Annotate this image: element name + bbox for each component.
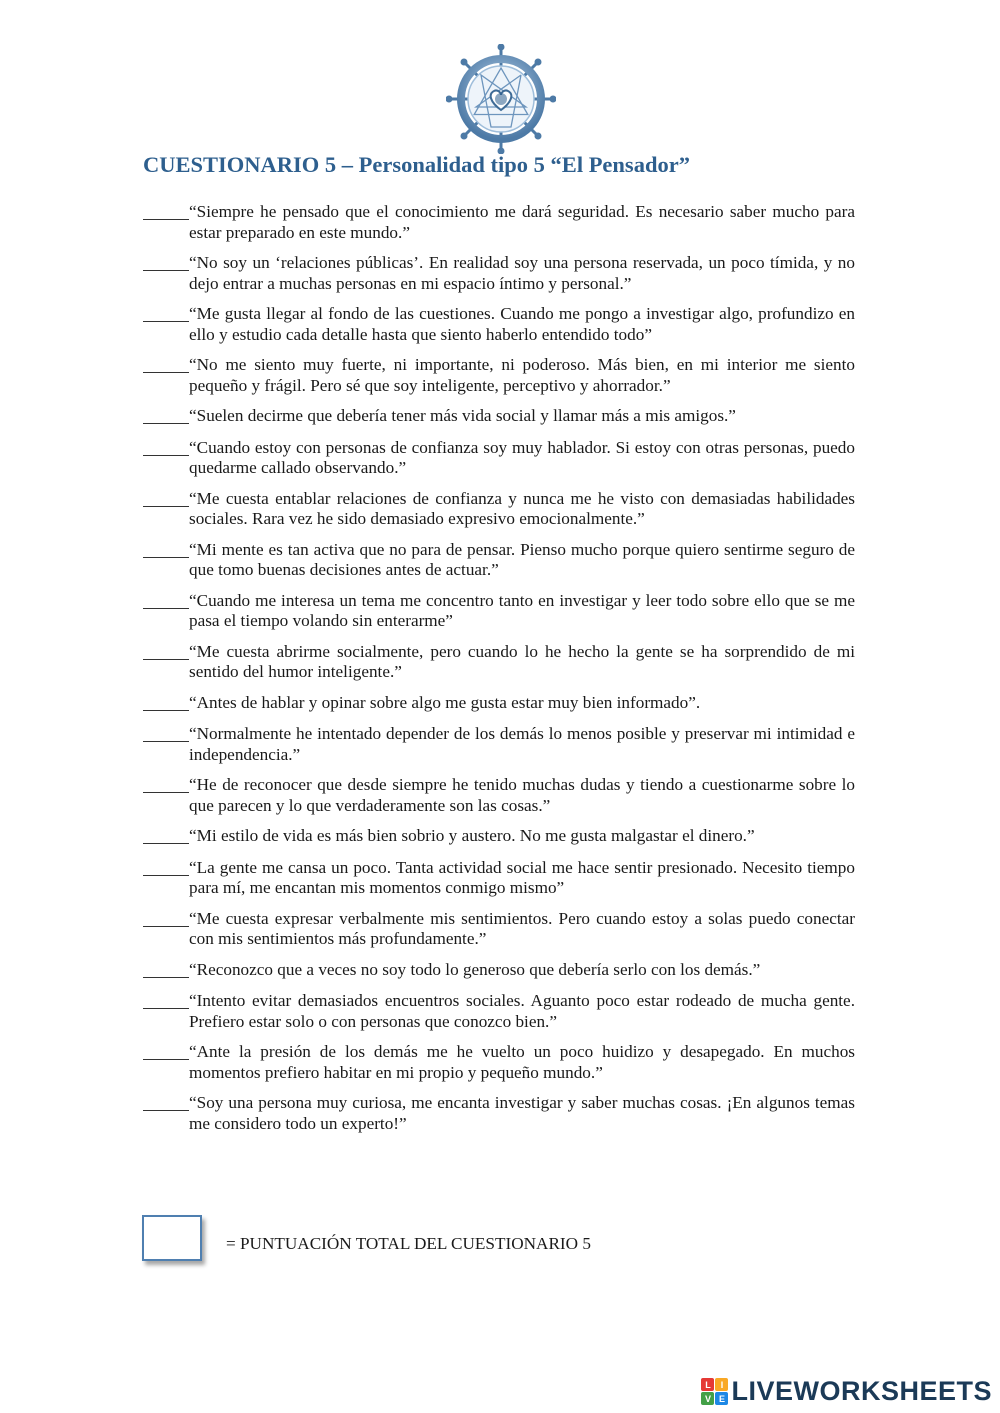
answer-blank[interactable] [143, 991, 189, 1010]
answer-blank[interactable] [143, 960, 189, 979]
liveworksheets-watermark [701, 1376, 992, 1407]
total-score-label: = PUNTUACIÓN TOTAL DEL CUESTIONARIO 5 [226, 1234, 591, 1253]
logo-letter: E [715, 1392, 728, 1405]
answer-blank[interactable] [143, 489, 189, 508]
question-item [143, 826, 855, 847]
question-item [143, 991, 855, 1032]
question-text: “Normalmente he intentado depender de los demás lo menos posible y preservar mi intimidad e independencia.” [189, 724, 855, 764]
answer-blank[interactable] [143, 826, 189, 845]
logo-letter: I [715, 1378, 728, 1391]
question-item [143, 355, 855, 396]
answer-blank[interactable] [143, 406, 189, 425]
answer-blank[interactable] [143, 540, 189, 559]
question-text: “Cuando me interesa un tema me concentro tanto en investigar y leer todo sobre ello que se me pasa el tiempo volando sin enterarme” [189, 590, 855, 630]
question-item [143, 1042, 855, 1083]
answer-blank[interactable] [143, 909, 189, 928]
logo-letter: L [701, 1378, 714, 1391]
answer-blank[interactable] [143, 591, 189, 610]
question-item [143, 438, 855, 479]
question-item [143, 1093, 855, 1134]
question-text: “Antes de hablar y opinar sobre algo me gusta estar muy bien informado”. [189, 692, 701, 712]
question-list [143, 202, 855, 1144]
liveworksheets-wordmark: LIVEWORKSHEETS [731, 1376, 992, 1406]
answer-blank[interactable] [143, 724, 189, 743]
answer-blank[interactable] [143, 693, 189, 712]
question-item [143, 304, 855, 345]
answer-blank[interactable] [143, 304, 189, 323]
question-text: “Siempre he pensado que el conocimiento me dará seguridad. Es necesario saber mucho para estar preparado en este mundo.” [189, 202, 855, 242]
question-item [143, 591, 855, 632]
question-item [143, 202, 855, 243]
question-text: “Cuando estoy con personas de confianza soy muy hablador. Si estoy con otras personas, puedo quedarme callado observando.” [189, 437, 855, 477]
question-text: “Me gusta llegar al fondo de las cuestiones. Cuando me pongo a investigar algo, profundizo en ello y estudio cada detalle hasta que siento haberlo entendido todo” [189, 304, 855, 344]
question-text: “Suelen decirme que debería tener más vida social y llamar más a mis amigos.” [189, 406, 736, 425]
question-text: “Me cuesta expresar verbalmente mis sentimientos. Pero cuando estoy a solas puedo conectar con mis sentimientos más profundamente.” [189, 908, 855, 948]
question-item [143, 693, 855, 714]
question-item [143, 724, 855, 765]
question-text: “La gente me cansa un poco. Tanta actividad social me hace sentir presionado. Necesito tiempo para mí, me encantan mis momentos conmigo mismo” [189, 857, 855, 897]
question-item [143, 775, 855, 816]
ship-wheel-enneagram-logo [446, 44, 556, 154]
question-text: “Mi mente es tan activa que no para de pensar. Pienso mucho porque quiero sentirme seguro de que tomo buenas decisiones antes de actuar.” [189, 539, 855, 579]
question-text: “Me cuesta abrirme socialmente, pero cuando lo he hecho la gente se ha sorprendido de mi sentido del humor inteligente.” [189, 641, 855, 681]
question-item [143, 540, 855, 581]
page-title: CUESTIONARIO 5 – Personalidad tipo 5 “El Pensador” [143, 152, 690, 177]
question-item [143, 489, 855, 530]
answer-blank[interactable] [143, 775, 189, 794]
question-item [143, 642, 855, 683]
question-item [143, 960, 855, 981]
answer-blank[interactable] [143, 202, 189, 221]
answer-blank[interactable] [143, 1042, 189, 1061]
answer-blank[interactable] [143, 253, 189, 272]
question-text: “Soy una persona muy curiosa, me encanta investigar y saber muchas cosas. ¡En algunos temas me considero todo un experto!” [189, 1093, 855, 1133]
question-item [143, 858, 855, 899]
question-item [143, 253, 855, 294]
answer-blank[interactable] [143, 1093, 189, 1112]
answer-blank[interactable] [143, 355, 189, 374]
total-score-input[interactable] [142, 1215, 202, 1261]
liveworksheets-logo-icon [701, 1378, 728, 1405]
question-text: “Me cuesta entablar relaciones de confianza y nunca me he visto con demasiadas habilidades sociales. Rara vez he sido demasiado expresivo emocionalmente.” [189, 488, 855, 528]
logo-letter: V [701, 1392, 714, 1405]
question-text: “Intento evitar demasiados encuentros sociales. Aguanto poco estar rodeado de mucha gente. Prefiero estar solo o con personas que conozco bien.” [189, 991, 855, 1031]
question-text: “Mi estilo de vida es más bien sobrio y austero. No me gusta malgastar el dinero.” [189, 826, 755, 845]
answer-blank[interactable] [143, 438, 189, 457]
question-text: “Ante la presión de los demás me he vuelto un poco huidizo y desapegado. En muchos momentos prefiero habitar en mi propio y pequeño mundo.” [189, 1042, 855, 1082]
answer-blank[interactable] [143, 858, 189, 877]
question-text: “Reconozco que a veces no soy todo lo generoso que debería serlo con los demás.” [189, 959, 761, 979]
answer-blank[interactable] [143, 642, 189, 661]
question-item [143, 909, 855, 950]
question-text: “No me siento muy fuerte, ni importante, ni poderoso. Más bien, en mi interior me siento pequeño y frágil. Pero sé que soy inteligente, perceptivo y ahorrador.” [189, 355, 855, 395]
question-item [143, 406, 855, 427]
question-text: “No soy un ‘relaciones públicas’. En realidad soy una persona reservada, un poco tímida, y no dejo entrar a muchas personas en mi espacio íntimo y personal.” [189, 253, 855, 293]
question-text: “He de reconocer que desde siempre he tenido muchas dudas y tiendo a cuestionarme sobre lo que parecen y lo que verdaderamente son las cosas.” [189, 775, 855, 815]
